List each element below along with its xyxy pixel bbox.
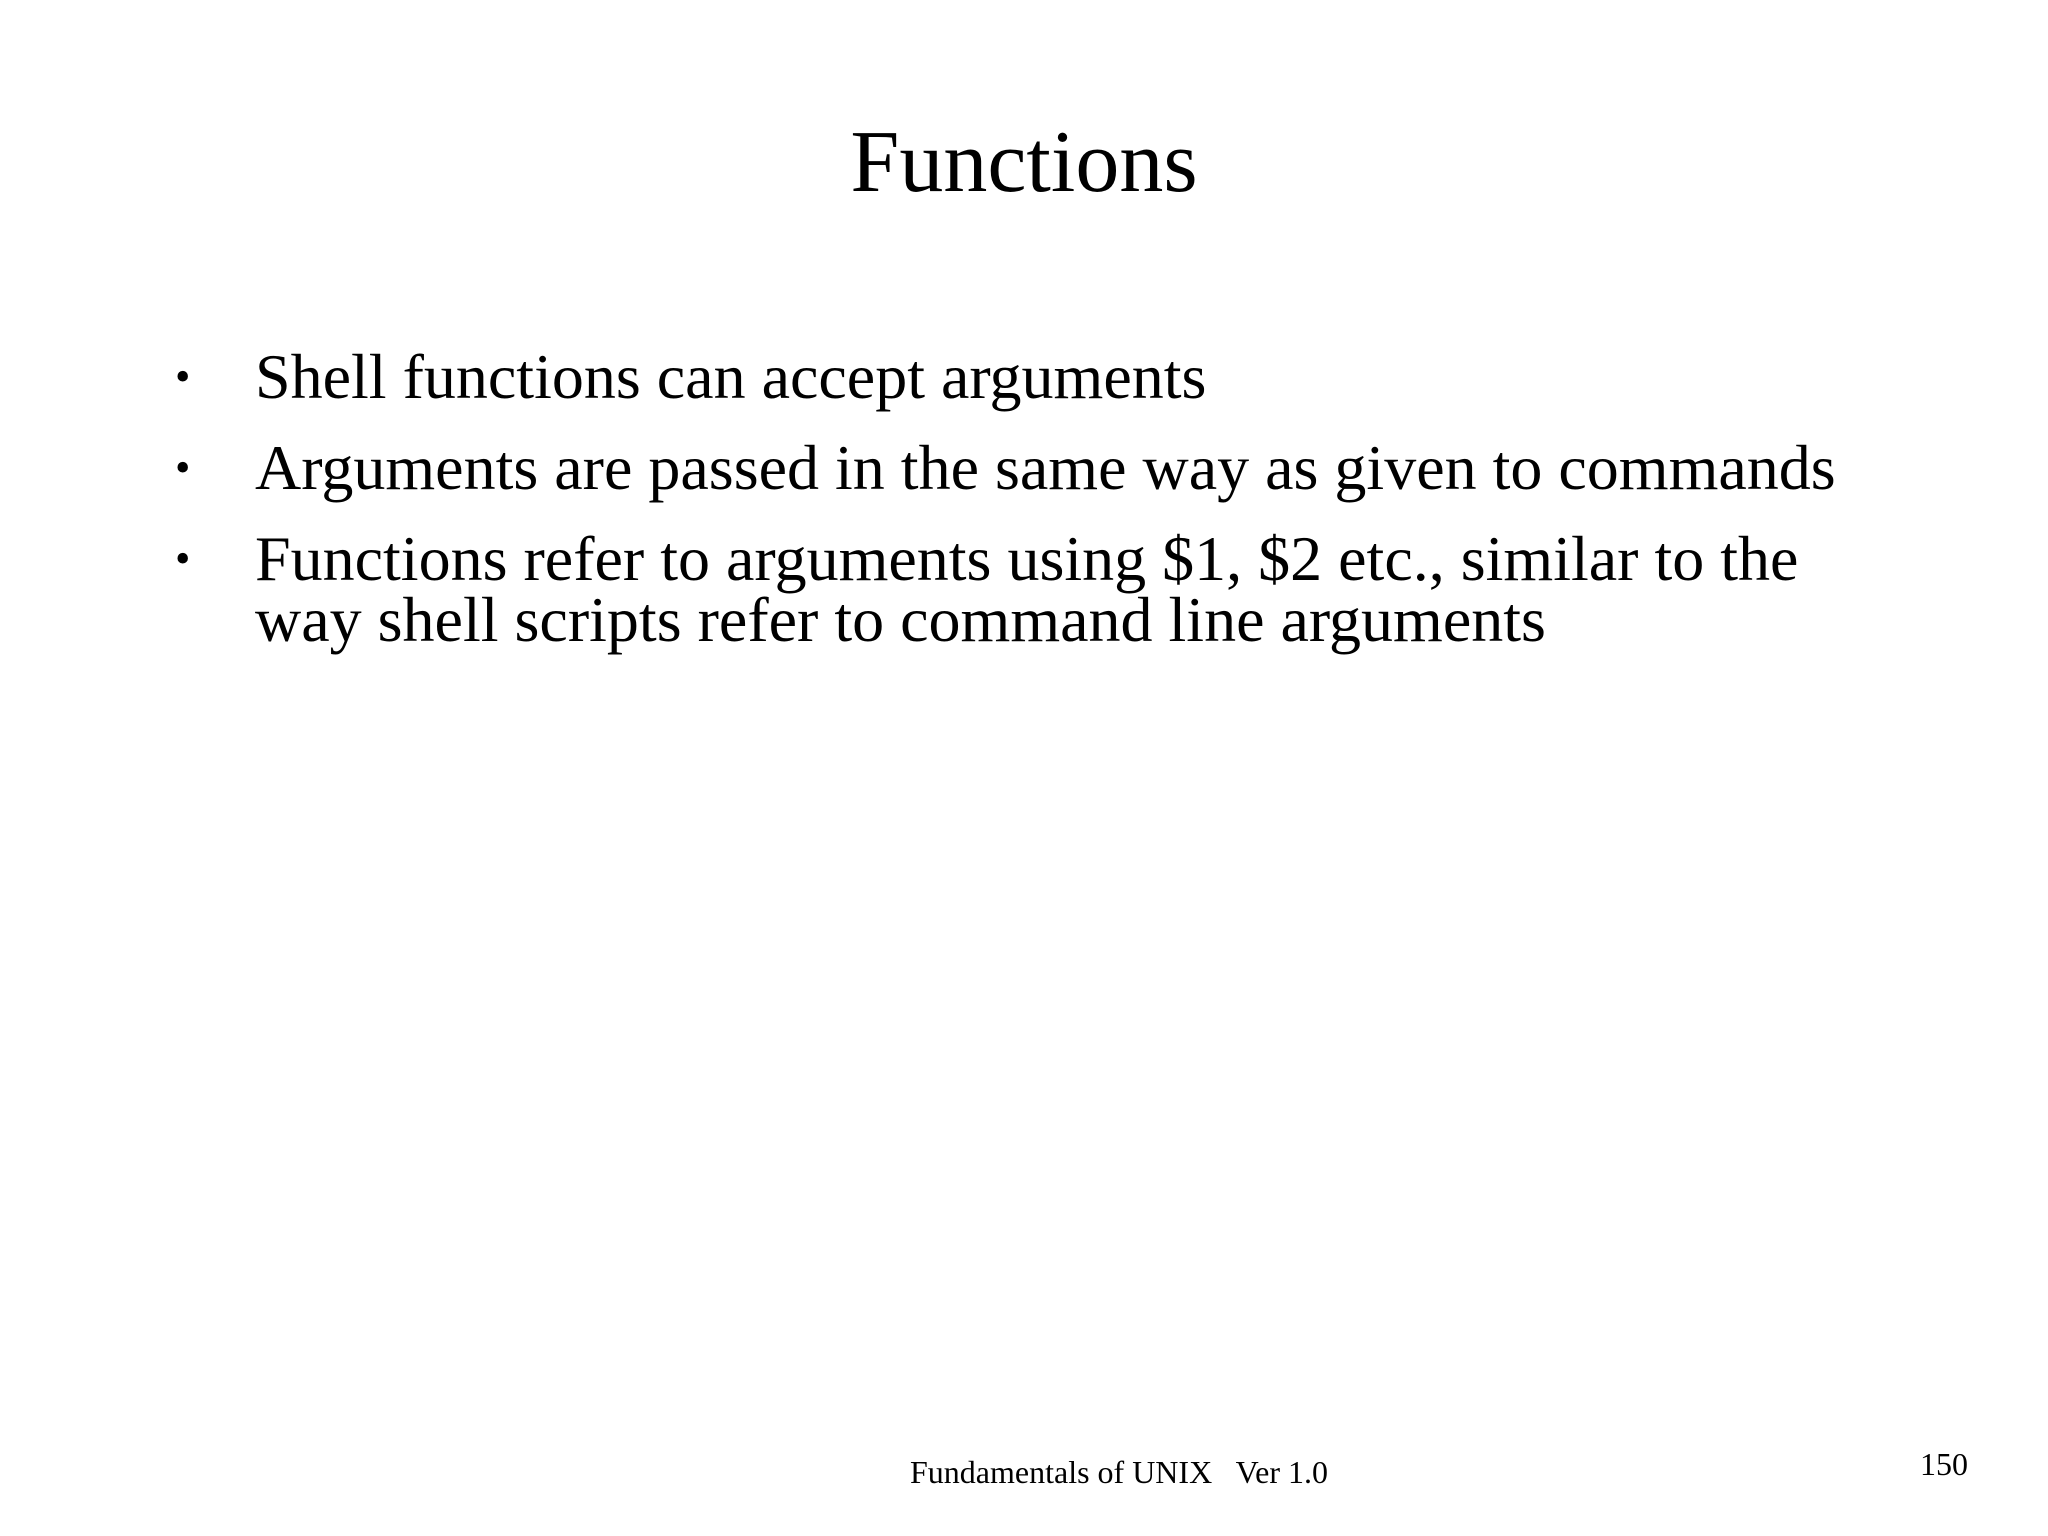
bullet-icon: • <box>175 443 191 492</box>
bullet-text: Functions refer to arguments using $1, $2 etc., similar to the way shell scripts refer to command line arguments <box>255 523 1799 655</box>
bullet-item <box>175 432 1895 503</box>
bullet-text: Arguments are passed in the same way as given to commands <box>255 432 1836 503</box>
slide-title: Functions <box>850 114 1198 211</box>
bullet-icon: • <box>175 534 191 583</box>
bullet-list <box>175 341 1895 680</box>
page-number: 150 <box>1920 1446 1968 1482</box>
footer-text: Fundamentals of UNIX Ver 1.0 <box>910 1454 1329 1490</box>
bullet-text: Shell functions can accept arguments <box>255 341 1207 412</box>
bullet-item <box>175 341 1895 412</box>
bullet-icon: • <box>175 352 191 401</box>
bullet-item <box>175 523 1895 655</box>
